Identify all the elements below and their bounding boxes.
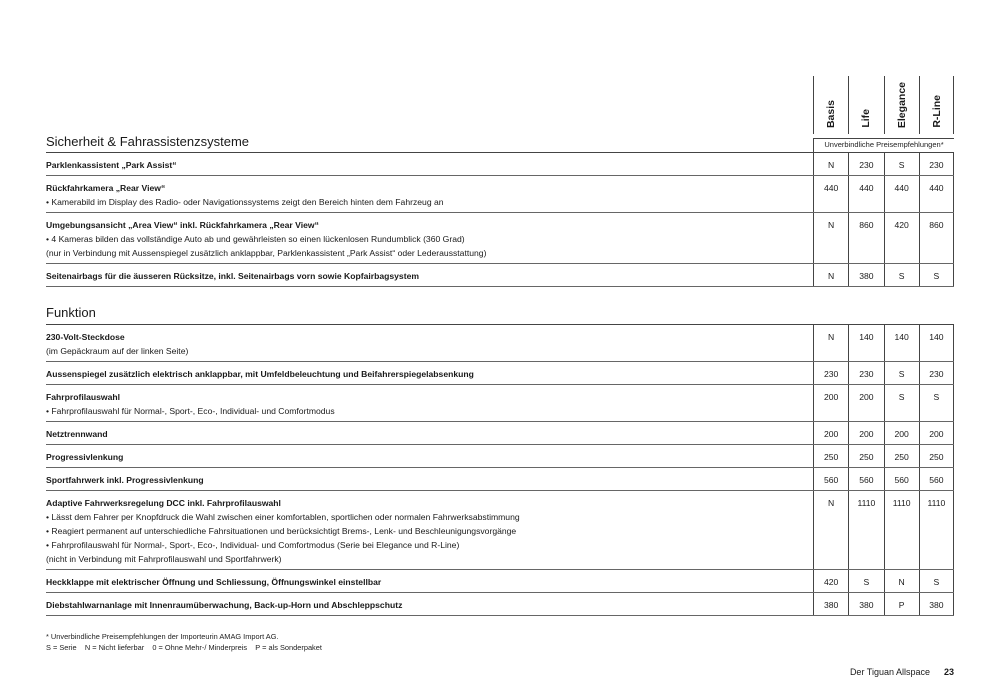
option-description <box>46 445 813 467</box>
price-cell: 440 <box>919 176 954 212</box>
option-detail-line: • 4 Kameras bilden das vollständige Auto ab und gewährleisten so einen lückenlosen Rundumblick (360 Grad) <box>46 234 465 244</box>
price-cell: 200 <box>919 422 954 444</box>
footnotes <box>46 631 322 653</box>
option-description <box>46 385 813 421</box>
price-cell: 140 <box>848 325 883 361</box>
table-row <box>46 593 954 616</box>
option-title: Netztrennwand <box>46 429 108 439</box>
option-detail-line: • Reagiert permanent auf unterschiedliche Fahrsituationen und berücksichtigt Brems-, Lenk- und Beschleunigungsvorgänge <box>46 526 517 536</box>
price-cell: 860 <box>848 213 883 263</box>
trim-column-life <box>848 76 883 134</box>
price-cell: 230 <box>919 153 954 175</box>
table-row <box>46 153 954 176</box>
price-cell: N <box>884 570 919 592</box>
trim-label: Life <box>860 109 873 128</box>
table-row <box>46 491 954 570</box>
price-cell: 440 <box>848 176 883 212</box>
price-cell: 380 <box>848 593 883 615</box>
table-row <box>46 325 954 362</box>
page-number: 23 <box>943 667 954 677</box>
price-cell: N <box>813 264 848 286</box>
price-cell: 230 <box>813 362 848 384</box>
option-description <box>46 593 813 615</box>
price-cells <box>813 213 954 263</box>
price-cell: S <box>884 362 919 384</box>
section-title: Funktion <box>46 305 96 320</box>
option-detail-line: • Fahrprofilauswahl für Normal-, Sport-, Eco-, Individual- und Comfortmodus (Serie bei Elegance und R-Line) <box>46 540 460 550</box>
option-rows <box>46 153 954 287</box>
price-cell: 250 <box>813 445 848 467</box>
section-header <box>46 305 954 325</box>
footer-title: Der Tiguan Allspace <box>849 667 930 677</box>
table-row <box>46 468 954 491</box>
price-cells <box>813 468 954 490</box>
trim-header <box>813 76 954 134</box>
table-row <box>46 176 954 213</box>
option-title: Aussenspiegel zusätzlich elektrisch anklappbar, mit Umfeldbeleuchtung und Beifahrerspiegelabsenkung <box>46 369 474 379</box>
table-row <box>46 570 954 593</box>
price-cell: 200 <box>813 422 848 444</box>
option-title: Umgebungsansicht „Area View“ inkl. Rückfahrkamera „Rear View“ <box>46 220 319 230</box>
price-cells <box>813 325 954 361</box>
table-row <box>46 445 954 468</box>
price-cell: N <box>813 153 848 175</box>
price-cell: 560 <box>848 468 883 490</box>
page-footer <box>850 667 954 677</box>
price-cell: 560 <box>884 468 919 490</box>
section-header <box>46 134 954 153</box>
price-cell: S <box>919 385 954 421</box>
price-cell: 380 <box>813 593 848 615</box>
option-detail-line: • Fahrprofilauswahl für Normal-, Sport-, Eco-, Individual- und Comfortmodus <box>46 406 335 416</box>
option-title: Rückfahrkamera „Rear View“ <box>46 183 166 193</box>
option-title: Progressivlenkung <box>46 452 124 462</box>
table-row <box>46 385 954 422</box>
price-cell: 140 <box>919 325 954 361</box>
trim-column-rline <box>919 76 954 134</box>
price-cells <box>813 593 954 615</box>
price-cell: 420 <box>813 570 848 592</box>
price-cell: 250 <box>919 445 954 467</box>
footnote-line: * Unverbindliche Preisempfehlungen der Importeurin AMAG Import AG. <box>46 632 279 641</box>
option-rows <box>46 325 954 616</box>
price-cell: 380 <box>848 264 883 286</box>
price-cell: N <box>813 491 848 569</box>
trim-label: Elegance <box>895 81 908 128</box>
trim-label: R-Line <box>930 95 943 128</box>
option-detail-line: (im Gepäckraum auf der linken Seite) <box>46 346 189 356</box>
price-cell: 200 <box>813 385 848 421</box>
price-cell: N <box>813 213 848 263</box>
option-detail-line: (nicht in Verbindung mit Fahrprofilauswahl und Sportfahrwerk) <box>46 554 282 564</box>
option-title: Diebstahlwarnanlage mit Innenraumüberwachung, Back-up-Horn und Abschleppschutz <box>46 600 403 610</box>
price-cell: S <box>848 570 883 592</box>
price-cell: 140 <box>884 325 919 361</box>
price-cell: 560 <box>919 468 954 490</box>
option-description <box>46 570 813 592</box>
price-cell: S <box>884 264 919 286</box>
price-cells <box>813 445 954 467</box>
option-title: Parklenkassistent „Park Assist“ <box>46 160 177 170</box>
table-row <box>46 362 954 385</box>
price-cell: 230 <box>848 362 883 384</box>
price-cells <box>813 385 954 421</box>
trim-column-basis <box>813 76 848 134</box>
trim-label: Basis <box>825 99 837 128</box>
price-cell: S <box>919 570 954 592</box>
price-cell: 440 <box>884 176 919 212</box>
option-description <box>46 491 813 569</box>
option-detail-line: (nur in Verbindung mit Aussenspiegel zusätzlich anklappbar, Parklenkassistent „Park Assist“ oder Lederausstattung) <box>46 248 487 258</box>
price-cells <box>813 153 954 175</box>
price-cells <box>813 264 954 286</box>
option-description <box>46 325 813 361</box>
option-title: Seitenairbags für die äusseren Rücksitze, inkl. Seitenairbags vorn sowie Kopfairbagsystem <box>46 271 419 281</box>
option-description <box>46 213 813 263</box>
trim-column-elegance <box>884 76 919 134</box>
table-row <box>46 213 954 264</box>
price-cells <box>813 491 954 569</box>
option-description <box>46 264 813 286</box>
price-cell: P <box>884 593 919 615</box>
option-description <box>46 468 813 490</box>
table-row <box>46 422 954 445</box>
price-cell: 230 <box>919 362 954 384</box>
option-description <box>46 153 813 175</box>
price-cells <box>813 570 954 592</box>
price-cell: 380 <box>919 593 954 615</box>
option-detail-line: • Kamerabild im Display des Radio- oder Navigationssystems zeigt den Bereich hinten dem Fahrzeug an <box>46 197 444 207</box>
price-cell: 1110 <box>884 491 919 569</box>
price-cell: 420 <box>884 213 919 263</box>
price-cells <box>813 422 954 444</box>
price-cell: 250 <box>884 445 919 467</box>
table-row <box>46 264 954 287</box>
price-cell: S <box>884 385 919 421</box>
price-cell: 200 <box>848 422 883 444</box>
price-note: Unverbindliche Preisempfehlungen* <box>813 138 954 152</box>
footnote-legend: S = Serie N = Nicht lieferbar 0 = Ohne Mehr-/ Minderpreis P = als Sonderpaket <box>46 643 322 652</box>
option-title: 230-Volt-Steckdose <box>46 332 125 342</box>
option-title: Adaptive Fahrwerksregelung DCC inkl. Fahrprofilauswahl <box>46 498 281 508</box>
option-detail-line: • Lässt dem Fahrer per Knopfdruck die Wahl zwischen einer komfortablen, sportlichen oder normalen Fahrwerksabstimmung <box>46 512 520 522</box>
price-cell: 860 <box>919 213 954 263</box>
price-cells <box>813 176 954 212</box>
price-cell: 440 <box>813 176 848 212</box>
price-cell: 250 <box>848 445 883 467</box>
price-cell: 230 <box>848 153 883 175</box>
price-cell: 1110 <box>919 491 954 569</box>
option-title: Sportfahrwerk inkl. Progressivlenkung <box>46 475 204 485</box>
price-cell: N <box>813 325 848 361</box>
price-cell: 200 <box>848 385 883 421</box>
option-description <box>46 422 813 444</box>
price-cell: S <box>919 264 954 286</box>
option-title: Fahrprofilauswahl <box>46 392 121 402</box>
price-cells <box>813 362 954 384</box>
section-title: Sicherheit & Fahrassistenzsysteme <box>46 134 250 149</box>
option-description <box>46 362 813 384</box>
price-cell: 560 <box>813 468 848 490</box>
price-cell: S <box>884 153 919 175</box>
price-cell: 1110 <box>848 491 883 569</box>
option-title: Heckklappe mit elektrischer Öffnung und Schliessung, Öffnungswinkel einstellbar <box>46 577 382 587</box>
price-cell: 200 <box>884 422 919 444</box>
section-safety <box>46 134 954 287</box>
option-description <box>46 176 813 212</box>
section-function <box>46 305 954 616</box>
